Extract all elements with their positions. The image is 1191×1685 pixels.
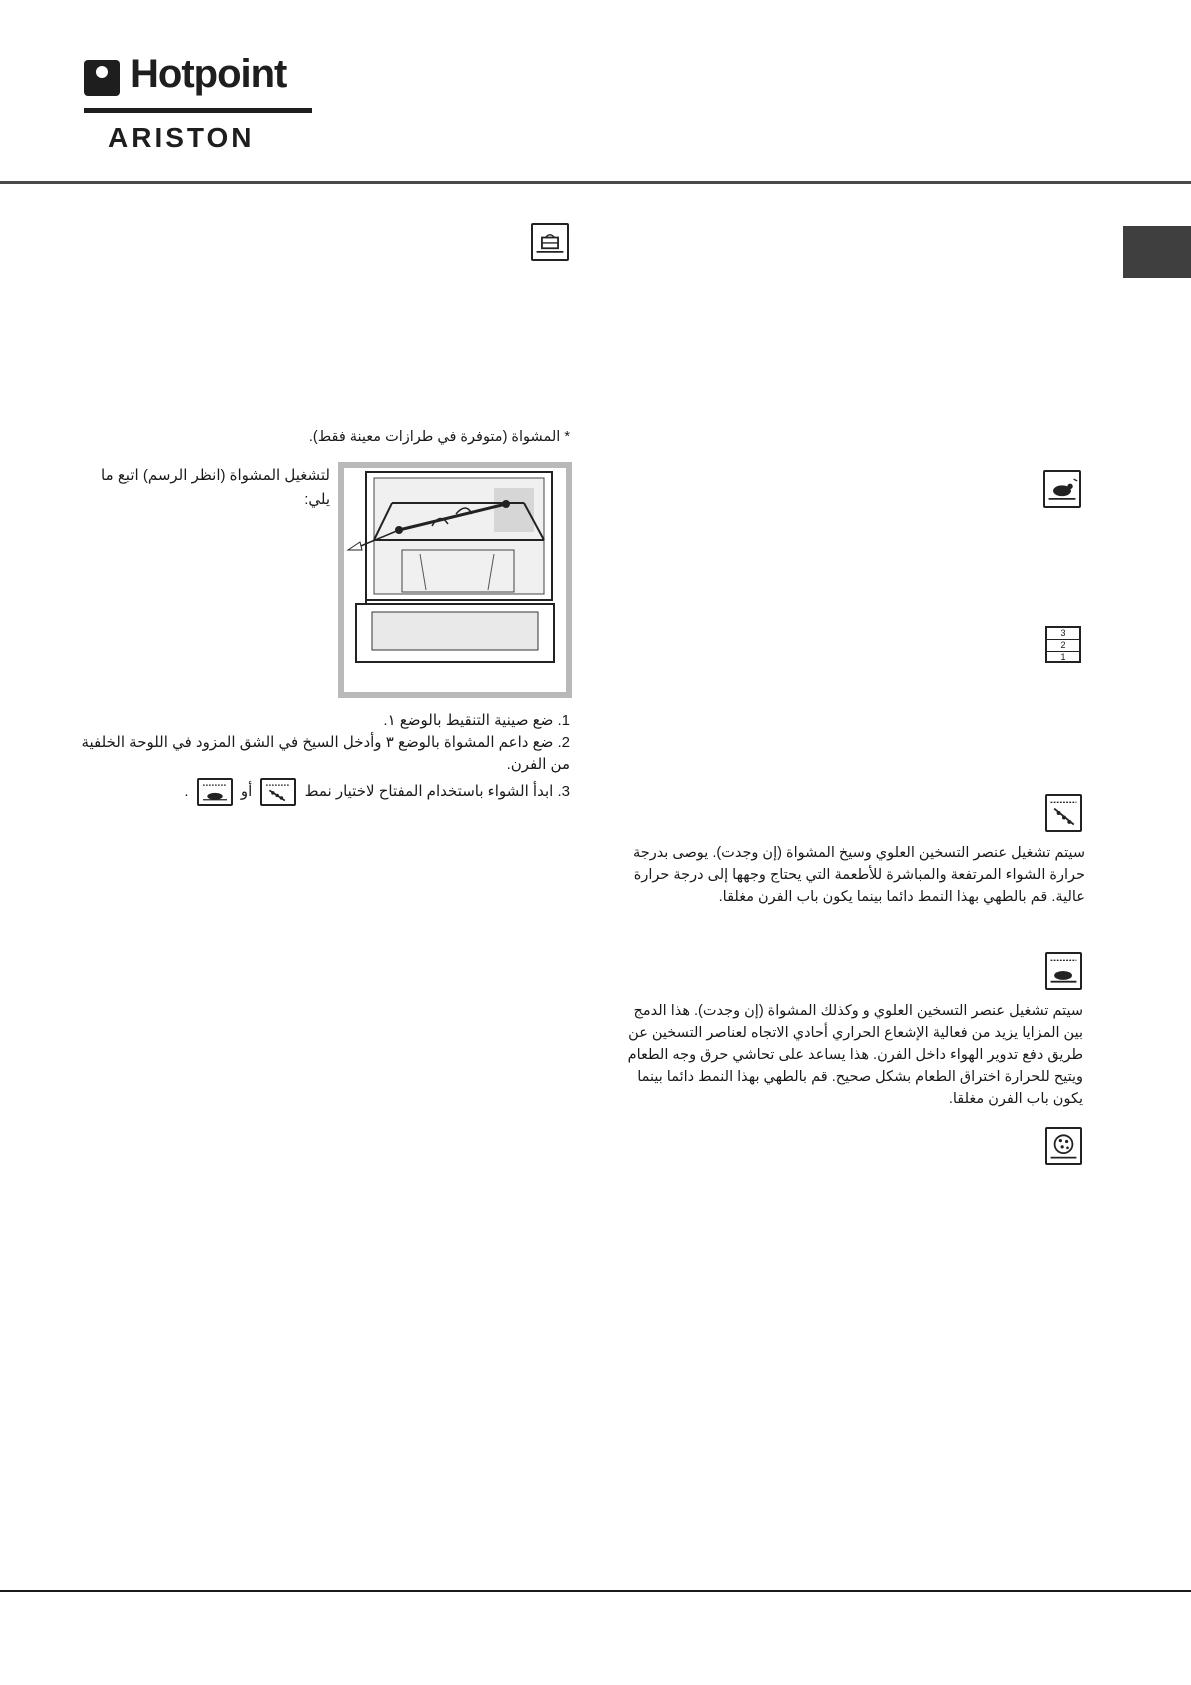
step-3-text: 3. ابدأ الشواء باستخدام المفتاح لاختيار نمط — [304, 782, 570, 800]
grill-rotisserie-icon — [1045, 794, 1082, 832]
shelf-label-3: 3 — [1047, 628, 1079, 640]
logo-mark-icon — [84, 60, 120, 96]
brand-name: Hotpoint — [130, 52, 287, 96]
grill-footnote: * المشواة (متوفرة في طرازات معينة فقط). — [308, 429, 570, 445]
footer-divider — [0, 1590, 1191, 1592]
logo-divider — [84, 108, 312, 113]
grill-rotisserie-description: سيتم تشغيل عنصر التسخين العلوي وسيخ المشواة (إن وجدت). يوصى بدرجة حرارة الشواء المرتفعة والمباشرة للأطعمة التي يحتاج وجهها إلى درجة حرارة عالية. قم بالطهي بهذا النمط دائما بينما يكون باب الفرن مغلقا. — [632, 845, 1085, 905]
brand-sub: ARISTON — [108, 122, 255, 153]
step-1: 1. ضع صينية التنقيط بالوضع ١. — [383, 712, 570, 729]
brand-logo — [84, 52, 314, 158]
grill-steps — [62, 710, 570, 806]
fan-grill-icon — [1045, 952, 1082, 990]
shelf-label-2: 2 — [1047, 640, 1079, 652]
chicken-roast-icon — [1043, 470, 1081, 508]
header-divider — [0, 181, 1191, 184]
shelf-label-1: 1 — [1060, 652, 1066, 662]
grill-intro: لتشغيل المشواة (انظر الرسم) اتبع ما يلي: — [101, 467, 330, 508]
step-3-end: . — [184, 782, 189, 800]
grill-rotisserie-inline-icon — [260, 778, 296, 806]
shelf-positions-icon — [1045, 626, 1081, 663]
section-tab-marker — [1123, 226, 1191, 278]
step-3 — [62, 778, 570, 806]
pizza-mode-icon — [1045, 1127, 1082, 1165]
baking-mode-icon — [531, 223, 569, 261]
step-2: 2. ضع داعم المشواة بالوضع ٣ وأدخل السيخ في الشق المزود في اللوحة الخلفية من الفرن. — [81, 734, 570, 773]
fan-grill-inline-icon — [197, 778, 233, 806]
fan-grill-description: سيتم تشغيل عنصر التسخين العلوي و وكذلك المشواة (إن وجدت). هذا الدمج بين المزايا يزيد من فعالية الإشعاع الحراري أحادي الاتجاه لعناصر التسخين عن طريق دفع تدوير الهواء داخل الفرن. هذا يساعد على تحاشي حرق وجه الطعام ويتيح للحرارة اختراق الطعام بشكل صحيح. قم بالطهي بهذا النمط دائما بينما يكون باب الفرن مغلقا. — [627, 1003, 1083, 1107]
step-3-or: أو — [240, 782, 253, 800]
oven-rotisserie-illustration — [338, 462, 572, 698]
